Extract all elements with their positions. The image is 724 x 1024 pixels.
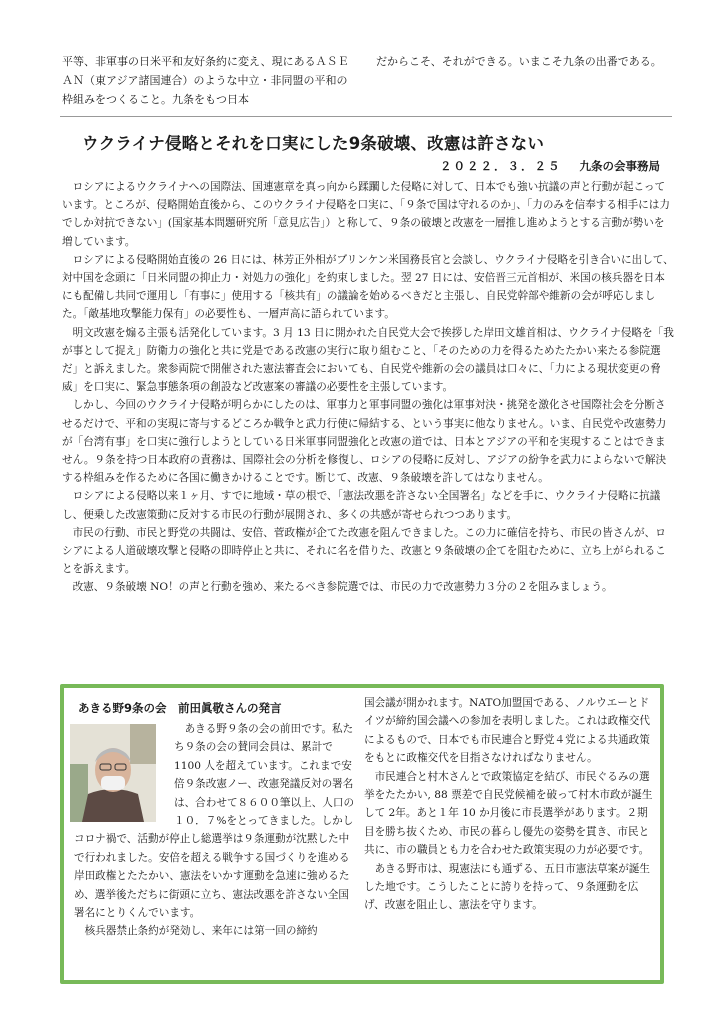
speech-paragraph: あきる野市は、現憲法にも通ずる、五日市憲法草案が誕生した地です。こうしたことに誇りを持って、９条運動を広げ、改憲を阻止し、憲法を守ります。 (364, 862, 651, 912)
article-paragraph: しかし、今回のウクライナ侵略が明らかにしたのは、軍事力と軍事同盟の強化は軍事対決・挑発を激化させ国際社会を分断させるだけで、平和の実現に寄与するどころか戦争と武力行使に帰結する、という事実に他なりません。いま、自民党や改憲勢力が「台湾有事」を口実に強行しようとしている日米軍事同盟強化と改憲の道では、日本とアジアの平和を実現することはできません。９条を持つ日本政府の責務は、国際社会の分析を修復し、ロシアの侵略に反対し、アジアの紛争を武力によらないで解決する枠組みを作るために各国に働きかけることです。断じて、改憲、９条破壊を許してはなりません。 (62, 399, 667, 485)
continued-text-right: だからこそ、それができる。いまこそ九条の出番である。 (376, 55, 662, 68)
speaker-photo (70, 724, 156, 822)
section-divider (60, 116, 672, 117)
article-paragraph: 明文改憲を煽る主張も活発化しています。3 月 13 日に開かれた自民党大会で挨拶した岸田文雄首相は、ウクライナ侵略を「我が事として捉え」防衛力の強化と共に党是である改憲の実行に取り組むこと、「そのための力を得るためたたかい来たる参院選だ」と訴えました。衆参両院で開催された憲法審査会においても、自民党や維新の会の議員は口々に、「力による現状変更の脅威」を口実に、緊急事態条項の創設など改憲案の審議の必要性を主張しています。 (62, 326, 674, 394)
article-headline: ウクライナ侵略とそれを口実にした9条破壊、改憲は許さない (82, 134, 545, 153)
article-date: ２０２２．３．２５ (440, 159, 562, 173)
continued-text-left: 平等、非軍事の日米平和友好条約に変え、現にあるＡＳＥＡＮ（東アジア諸国連合）のような中立・非同盟の平和の枠組みをつくること。九条をもつ日本 (62, 55, 349, 106)
article-paragraph: ロシアによる侵略以来１ヶ月、すでに地域・草の根で、「憲法改悪を許さない全国署名」などを手に、ウクライナ侵略に抗議し、便乗した改憲策動に反対する市民の行動が展開され、多くの共感が寄せられつつあります。 (62, 490, 661, 521)
speech-box (60, 684, 664, 984)
article-paragraph: 改憲、９条破壊 NO！の声と行動を強め、来たるべき参院選では、市民の力で改憲勢力３分の２を阻みましょう。 (72, 581, 613, 594)
speech-paragraph: 国会議が開かれます。NATO加盟国である、ノルウエーとドイツが締約国会議への参加を表明しました。これは政権交代によるもので、日本でも市民連合と野党４党による共通政策をもとに政権交代を目指さなければなりません。 (364, 697, 651, 765)
article-dateline (440, 158, 660, 174)
article-paragraph: ロシアによる侵略開始直後の 26 日には、林芳正外相がブリンケン米国務長官と会談し、ウクライナ侵略を引き合いに出して、対中国を念頭に「日米同盟の抑止力・対処力の強化」を約束しました。翌 27 日には、安倍晋三元首相が、米国の核兵器を日本にも配備し共同で運用し「有事に」使用する「核共有」の議論を始めるべきだと主張し、自民党幹部や維新の会が呼応しました。「敵基地攻撃能力保有」の必要性も、一層声高に語られています。 (62, 253, 674, 321)
speech-paragraph: あきる野９条の会の前田です。私たち９条の会の賛同会員は、累計で 1100 人を超えています。これまで安倍９条改憲ノー、改憲発議反対の署名は、合わせて８６００筆以上、人口の１０．７%をとってきました。しかしコロナ禍で、活動が停止し総選挙は９条運動が沈黙した中で行われました。安倍を超える戦争する国づくりを進める岸田政権とたたかい、憲法をいかす運動を急速に強めるため、選挙後ただちに街頭に立ち、憲法改悪を許さない全国署名にとりくんでいます。 (74, 723, 355, 920)
article-author: 九条の会事務局 (579, 159, 660, 173)
article-paragraph: ロシアによるウクライナへの国際法、国連憲章を真っ向から蹂躙した侵略に対して、日本でも強い抗議の声と行動が起こっています。ところが、侵略開始直後から、このウクライナ侵略を口実に、「９条で国は守れるのか」、「力のみを信奉する相手には力でしか対抗できない」(国家基本問題研究所「意見広告」）と称して、９条の破壊と改憲を一層推し進めようとする言動が勢いを増しています。 (62, 181, 670, 248)
speech-box-title: あきる野9条の会 前田眞敬さんの発言 (78, 701, 282, 715)
article-paragraph: 市民の行動、市民と野党の共闘は、安倍、菅政権が企てた改憲を阻んできました。この力に確信を持ち、市民の皆さんが、ロシアによる人道破壊攻撃と侵略の即時停止と共に、それに名を借りた、改憲と９条破壊の企てを阻むために、立ち上がられることを訴えます。 (62, 526, 666, 576)
speech-right-column (364, 694, 656, 915)
speech-paragraph: 核兵器禁止条約が発効し、来年には第一回の締約 (84, 925, 318, 938)
speech-paragraph: 市民連合と村木さんとで政策協定を結び、市民ぐるみの選挙をたたかい, 88 票差で自民党候補を破って村木市政が誕生して 2年。あと１年 10 か月後に市長選挙があります。２期目を勝ち抜くため、市民の暮らし優先の姿勢を貫き、市民と共に、市の職員とも力を合わせた政策実現の力が必要です。 (364, 770, 653, 857)
article-body (62, 178, 674, 597)
